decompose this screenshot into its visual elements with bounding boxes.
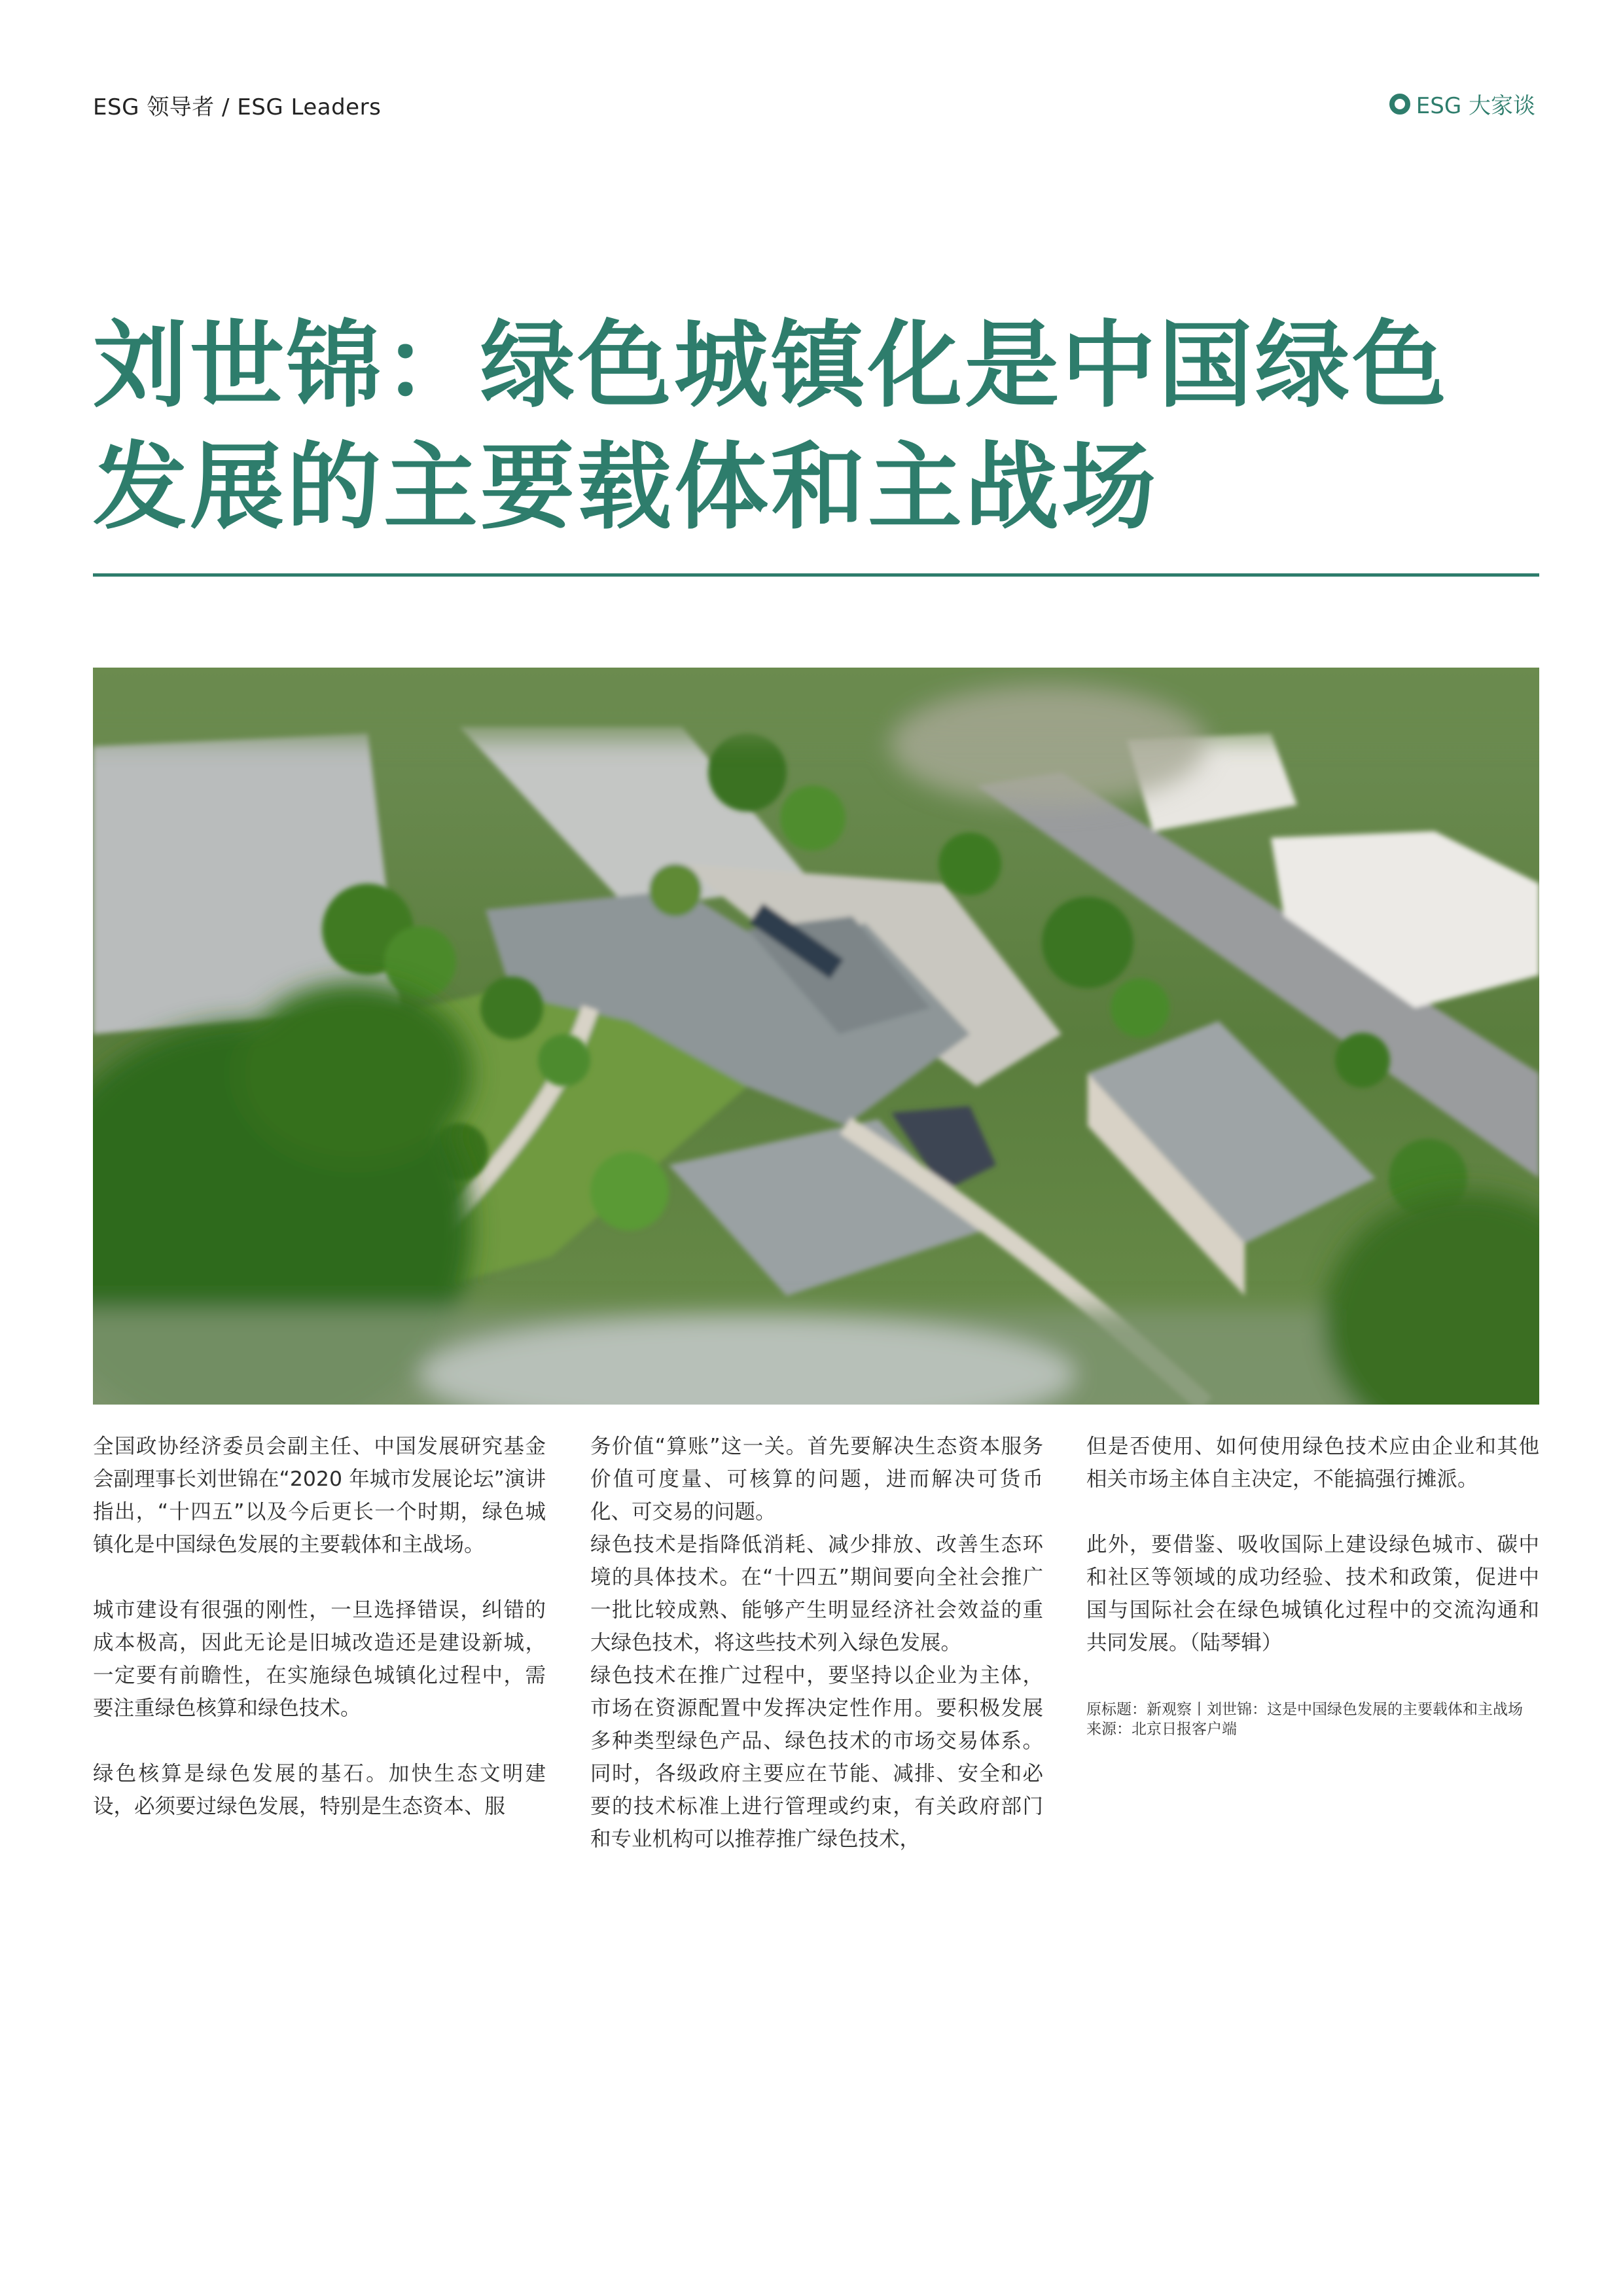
paragraph: 绿色核算是绿色发展的基石。加快生态文明建设，必须要过绿色发展，特别是生态资本、服 bbox=[93, 1762, 546, 1818]
paragraph: 但是否使用、如何使用绿色技术应由企业和其他相关市场主体自主决定，不能搞强行摊派。 bbox=[1086, 1435, 1539, 1491]
column-label bbox=[1389, 88, 1535, 120]
article-column-3 bbox=[1086, 1430, 1539, 1739]
article-title: 刘世锦：绿色城镇化是中国绿色发展的主要载体和主战场 bbox=[93, 310, 1450, 542]
magazine-section-label: ESG 领导者 / ESG Leaders bbox=[93, 94, 382, 120]
paragraph: 务价值“算账”这一关。首先要解决生态资本服务价值可度量、可核算的问题，进而解决可货币化、可交易的问题。 bbox=[590, 1435, 1043, 1524]
column-label-text: ESG 大家谈 bbox=[1416, 93, 1535, 119]
article-photo bbox=[93, 668, 1539, 1405]
paragraph: 绿色技术在推广过程中，要坚持以企业为主体，市场在资源配置中发挥决定性作用。要积极发展多种类型绿色产品、绿色技术的市场交易体系。同时，各级政府主要应在节能、减排、安全和必要的技术标准上进行管理或约束，有关政府部门和专业机构可以推荐推广绿色技术， bbox=[590, 1664, 1043, 1851]
ring-icon bbox=[1389, 93, 1411, 115]
original-title: 原标题：新观察丨刘世锦：这是中国绿色发展的主要载体和主战场 bbox=[1086, 1701, 1523, 1718]
paragraph: 全国政协经济委员会副主任、中国发展研究基金会副理事长刘世锦在“2020 年城市发展论坛”演讲指出，“十四五”以及今后更长一个时期，绿色城镇化是中国绿色发展的主要载体和主战场。 bbox=[93, 1435, 546, 1556]
paragraph: 此外，要借鉴、吸收国际上建设绿色城市、碳中和社区等领域的成功经验、技术和政策，促进中国与国际社会在绿色城镇化过程中的交流沟通和共同发展。（陆琴辑） bbox=[1086, 1533, 1539, 1655]
paragraph: 城市建设有很强的刚性，一旦选择错误，纠错的成本极高，因此无论是旧城改造还是建设新城，一定要有前瞻性，在实施绿色城镇化过程中，需要注重绿色核算和绿色技术。 bbox=[93, 1598, 546, 1720]
source-note bbox=[1086, 1700, 1539, 1739]
article-column-2 bbox=[590, 1430, 1043, 1856]
aerial-campus-photo bbox=[93, 668, 1539, 1405]
source-origin: 来源：北京日报客户端 bbox=[1086, 1721, 1237, 1738]
title-divider bbox=[93, 573, 1539, 577]
article-column-1 bbox=[93, 1430, 546, 1823]
paragraph: 绿色技术是指降低消耗、减少排放、改善生态环境的具体技术。在“十四五”期间要向全社会推广一批比较成熟、能够产生明显经济社会效益的重大绿色技术，将这些技术列入绿色发展。 bbox=[590, 1533, 1043, 1655]
